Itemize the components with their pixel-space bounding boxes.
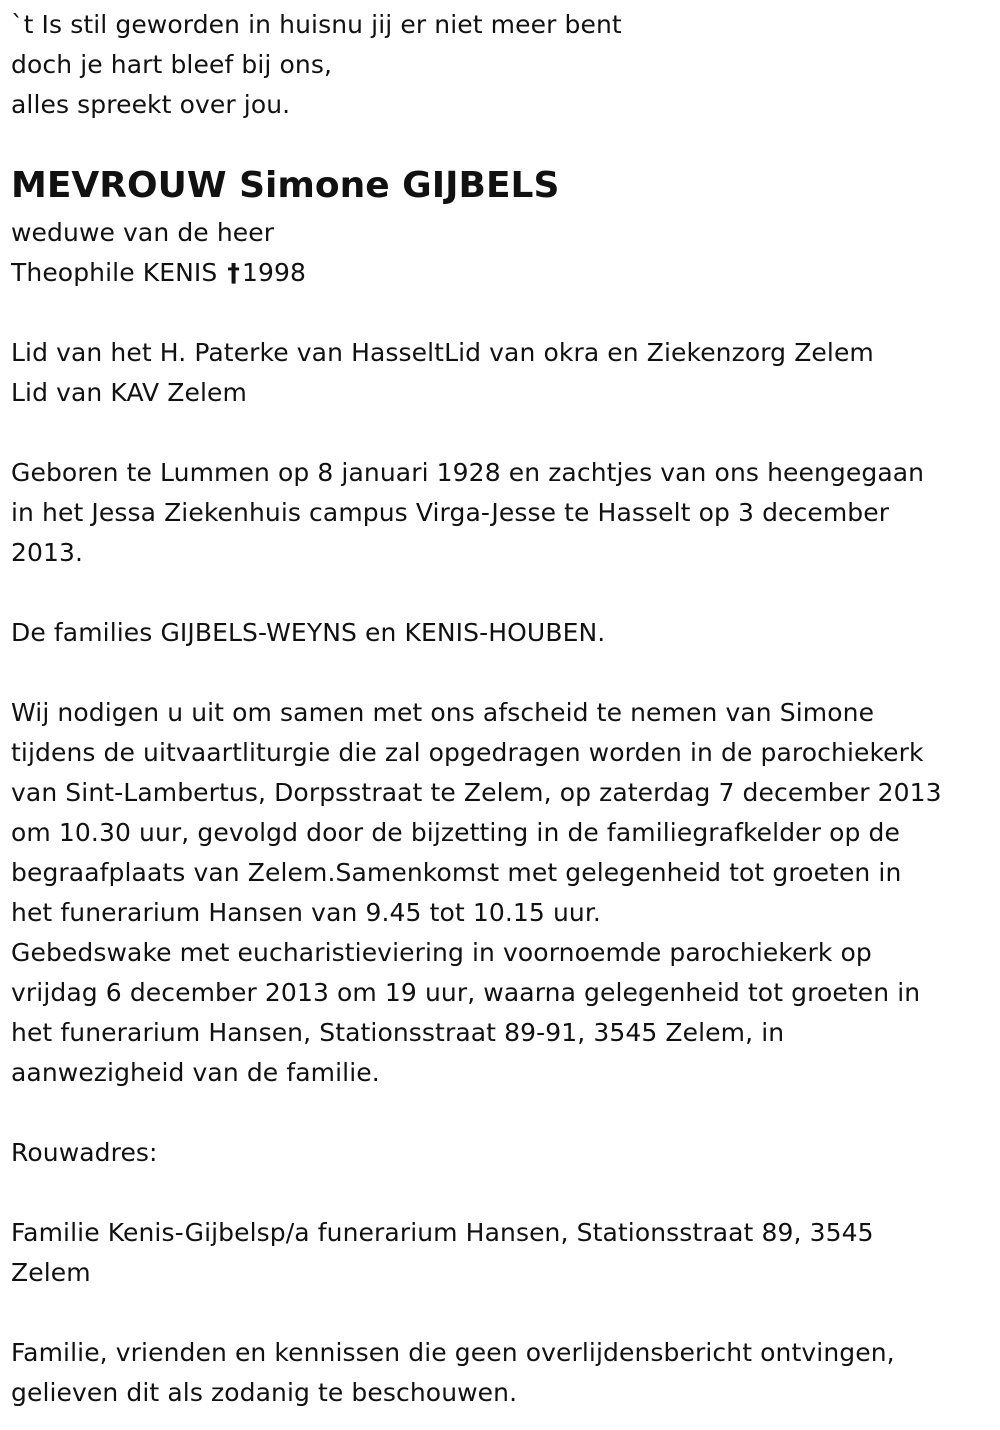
invitation-line: begraafplaats van Zelem.Samenkomst met gelegenheid tot groeten in bbox=[11, 858, 902, 887]
closing-line: Familie, vrienden en kennissen die geen overlijdensbericht ontvingen, bbox=[11, 1338, 895, 1367]
invitation-line: het funerarium Hansen, Stationsstraat 89-91, 3545 Zelem, in bbox=[11, 1018, 785, 1047]
husband-name: Theophile KENIS bbox=[11, 258, 218, 287]
husband-line bbox=[11, 253, 306, 293]
widow-line: weduwe van de heer bbox=[11, 218, 275, 247]
deceased-name: MEVROUW Simone GIJBELS bbox=[11, 165, 560, 206]
address-line: Familie Kenis-Gijbelsp/a funerarium Hansen, Stationsstraat 89, 3545 bbox=[11, 1218, 874, 1247]
invitation-line: Wij nodigen u uit om samen met ons afscheid te nemen van Simone bbox=[11, 698, 875, 727]
birth-death-line: 2013. bbox=[11, 538, 84, 567]
address-line: Zelem bbox=[11, 1258, 91, 1287]
invitation-line: om 10.30 uur, gevolgd door de bijzetting in de familiegrafkelder op de bbox=[11, 818, 900, 847]
address-label: Rouwadres: bbox=[11, 1138, 158, 1167]
membership-line: Lid van KAV Zelem bbox=[11, 378, 247, 407]
membership-line: Lid van het H. Paterke van HasseltLid van okra en Ziekenzorg Zelem bbox=[11, 338, 874, 367]
birth-death-line: in het Jessa Ziekenhuis campus Virga-Jesse te Hasselt op 3 december bbox=[11, 498, 890, 527]
invitation-line: aanwezigheid van de familie. bbox=[11, 1058, 380, 1087]
poem-line: doch je hart bleef bij ons, bbox=[11, 50, 333, 79]
families-line: De families GIJBELS-WEYNS en KENIS-HOUBEN. bbox=[11, 618, 606, 647]
birth-death-line: Geboren te Lummen op 8 januari 1928 en zachtjes van ons heengegaan bbox=[11, 458, 925, 487]
invitation-line: tijdens de uitvaartliturgie die zal opgedragen worden in de parochiekerk bbox=[11, 738, 924, 767]
husband-death-year: 1998 bbox=[242, 258, 307, 287]
poem-line: alles spreekt over jou. bbox=[11, 90, 291, 119]
invitation-line: het funerarium Hansen van 9.45 tot 10.15 uur. bbox=[11, 898, 601, 927]
poem-line: `t Is stil geworden in huisnu jij er niet meer bent bbox=[11, 10, 622, 39]
invitation-line: Gebedswake met eucharistieviering in voornoemde parochiekerk op bbox=[11, 938, 872, 967]
closing-line: gelieven dit als zodanig te beschouwen. bbox=[11, 1378, 518, 1407]
invitation-line: van Sint-Lambertus, Dorpsstraat te Zelem, op zaterdag 7 december 2013 bbox=[11, 778, 942, 807]
cross-icon: † bbox=[227, 258, 241, 287]
invitation-line: vrijdag 6 december 2013 om 19 uur, waarna gelegenheid tot groeten in bbox=[11, 978, 921, 1007]
